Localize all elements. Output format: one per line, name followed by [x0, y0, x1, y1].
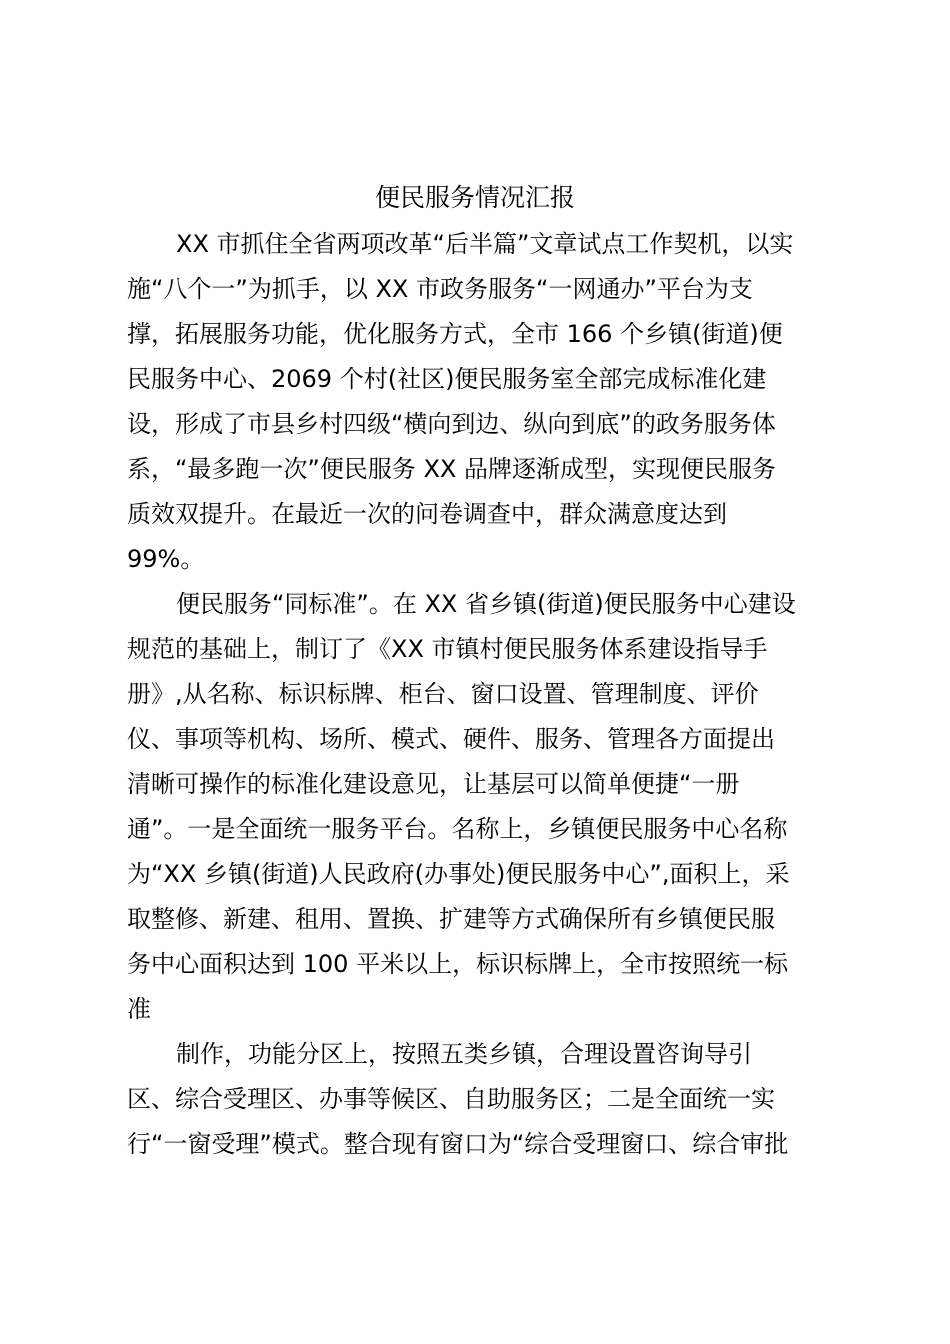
paragraph-line: 清晰可操作的标准化建设意见，让基层可以简单便捷“一册	[127, 770, 740, 798]
paragraph-line: 撑，拓展服务功能，优化服务方式，全市 166 个乡镇(街道)便	[127, 320, 783, 348]
paragraph-line: 通”。一是全面统一服务平台。名称上，乡镇便民服务中心名称	[127, 815, 788, 843]
paragraph-line: 民服务中心、2069 个村(社区)便民服务室全部完成标准化建	[127, 365, 767, 393]
paragraph-line: 准	[127, 995, 151, 1023]
paragraph-line: 99%。	[127, 545, 205, 573]
paragraph-line: 行“一窗受理”模式。整合现有窗口为“综合受理窗口、综合审批	[127, 1130, 789, 1158]
paragraph-line: XX 市抓住全省两项改革“后半篇”文章试点工作契机，以实	[176, 230, 794, 258]
paragraph-line: 质效双提升。在最近一次的问卷调查中，群众满意度达到	[127, 500, 727, 528]
paragraph-line: 制作，功能分区上，按照五类乡镇，合理设置咨询导引	[176, 1040, 752, 1068]
paragraph-line: 区、综合受理区、办事等候区、自助服务区；二是全面统一实	[127, 1085, 775, 1113]
paragraph-line: 系，“最多跑一次”便民服务 XX 品牌逐渐成型，实现便民服务	[127, 455, 777, 483]
document-title: 便民服务情况汇报	[374, 183, 575, 212]
paragraph-line: 务中心面积达到 100 平米以上，标识标牌上，全市按照统一标	[127, 950, 789, 978]
paragraph-line: 便民服务“同标准”。在 XX 省乡镇(街道)便民服务中心建设	[176, 590, 796, 618]
paragraph-line: 施“八个一”为抓手，以 XX 市政务服务“一网通办”平台为支	[127, 275, 753, 303]
paragraph-line: 为“XX 乡镇(街道)人民政府(办事处)便民服务中心”,面积上，采	[127, 860, 790, 888]
paragraph-line: 仪、事项等机构、场所、模式、硬件、服务、管理各方面提出	[127, 725, 775, 753]
paragraph-line: 设，形成了市县乡村四级“横向到边、纵向到底”的政务服务体	[127, 410, 776, 438]
paragraph-line: 规范的基础上，制订了《XX 市镇村便民服务体系建设指导手	[127, 635, 768, 663]
paragraph-line: 取整修、新建、租用、置换、扩建等方式确保所有乡镇便民服	[127, 905, 775, 933]
paragraph-line: 册》,从名称、标识标牌、柜台、窗口设置、管理制度、评价	[127, 680, 759, 708]
